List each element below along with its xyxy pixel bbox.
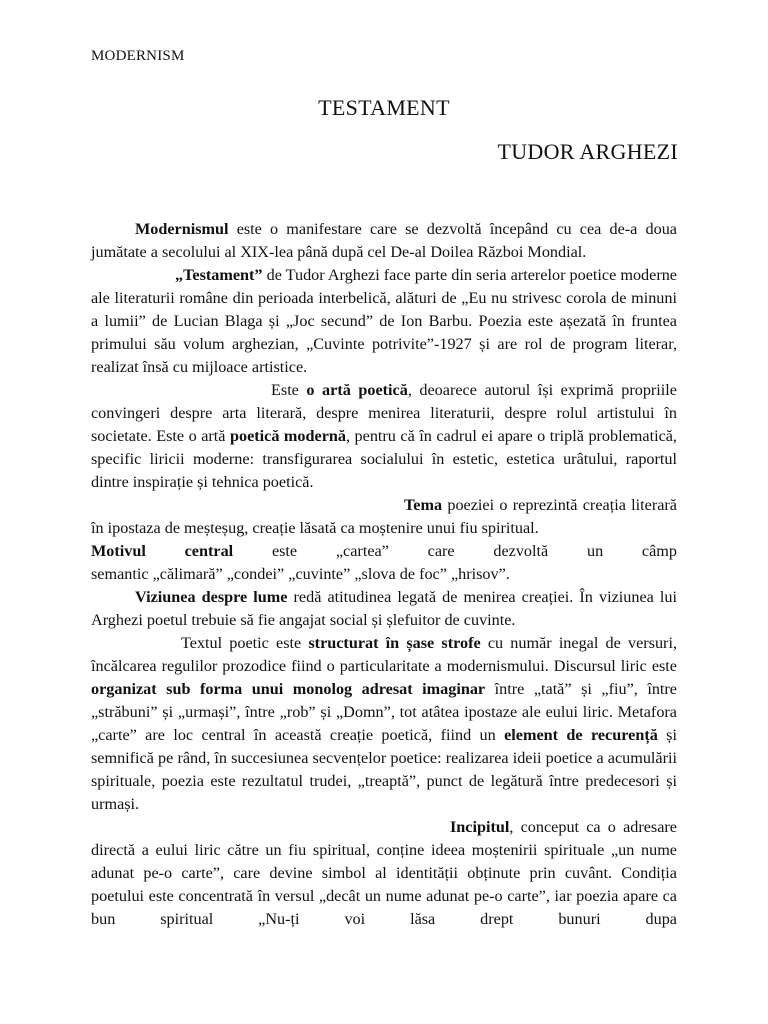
bold-term: Viziunea despre lume [135,588,288,606]
document-body [91,218,677,931]
paragraph-text: Textul poetic este [181,634,309,652]
bold-term: Incipitul [450,818,510,836]
bold-term: Modernismul [135,220,229,238]
paragraph-testament [91,264,677,379]
paragraph-arta-poetica [91,379,677,494]
bold-term: „Testament” [175,266,263,284]
paragraph-text: , deoarece autorul își exprimă propriile convingeri despre arta literară, despre menirea literaturii, despre rolul artistului în societate. Este o artă [91,381,677,445]
bold-term: Motivul [91,542,146,560]
paragraph-viziune [91,586,677,632]
paragraph-structura [91,632,677,816]
paragraph-text: , conceput ca o adresare directă a eului liric către un fiu spiritual, conține ideea moștenirii spirituale „un nume adunat pe-o carte”, care devine simbol al identității obținute prin cuvânt. Condiția poetului este concentrată în versul „decât un nume adunat pe-o carte”, iar poezia apare ca bun spiritual „Nu-ți voi lăsa drept bunuri dupa [91,818,677,928]
paragraph-text: Este [271,381,307,399]
word: care [427,542,455,560]
paragraph-motiv: semantic „călimară” „condei” „cuvinte” „slova de foc” „hrisov”. [91,565,510,583]
paragraph-text: și semnifică pe rând, în succesiunea secvențelor poetice: realizarea ideii poetice a acumulării spirituale, poezia este rezultatul trudei, „treaptă”, punct de legătură între predecesori și urmași. [91,726,677,813]
paragraph-intro [91,218,677,264]
bold-term: organizat sub forma unui monolog adresat imaginar [91,680,486,698]
word: câmp [641,542,677,560]
paragraph-text: redă atitudinea legată de menirea creației. În viziunea lui Arghezi poetul trebuie să fie angajat social și șlefuitor de cuvinte. [91,588,677,629]
bold-term: Tema [404,496,443,514]
paragraph-text: este o manifestare care se dezvoltă începând cu cea de-a doua jumătate a secolului al XIX-lea până după cel De-al Doilea Război Mondial. [91,220,677,261]
paragraph-text: cu număr inegal de versuri, încălcarea regulilor prozodice fiind o particularitate a modernismului. Discursul liric este [91,634,677,675]
bold-term: o artă poetică [306,381,408,399]
word: dezvoltă [493,542,549,560]
page-title: TESTAMENT [318,95,450,120]
author-name: TUDOR ARGHEZI [497,139,678,164]
paragraph-text: poeziei o reprezintă creația literară în ipostaza de meșteșug, creație lăsată ca moștenire unui fiu spiritual. [91,496,677,537]
bold-term: central [184,542,234,560]
word: este [271,542,298,560]
bold-term: structurat în șase strofe [308,634,481,652]
word: „cartea” [335,542,389,560]
justified-line [91,540,677,563]
paragraph-text: de Tudor Arghezi face parte din seria arterelor poetice moderne ale literaturii române din perioada interbelică, alături de „Eu nu strivesc corola de minuni a lumii” de Lucian Blaga și „Joc secund” de Ion Barbu. Poezia este așezată în fruntea primului său volum arghezian, „Cuvinte potrivite”-1927 și are rol de program literar, realizat însă cu mijloace artistice. [91,266,677,376]
paragraph-text: , pentru că în cadrul ei apare o triplă problematică, specific liricii moderne: transfigurarea socialului în estetic, estetica urâtului, raportul dintre inspirație și tehnica poetică. [91,427,677,491]
word: un [586,542,604,560]
bold-term: poetică modernă [229,427,346,445]
section-label: MODERNISM [91,48,185,64]
paragraph-tema [91,494,677,540]
paragraph-text: între „tată” și „fiu”, între „străbuni” și „urmași”, între „rob” și „Domn”, tot atâtea ipostaze ale eului liric. Metafora „carte” are loc central în această creație poetică, fiind un [91,680,677,744]
bold-term: element de recurență [504,726,658,744]
paragraph-incipit [91,816,677,931]
